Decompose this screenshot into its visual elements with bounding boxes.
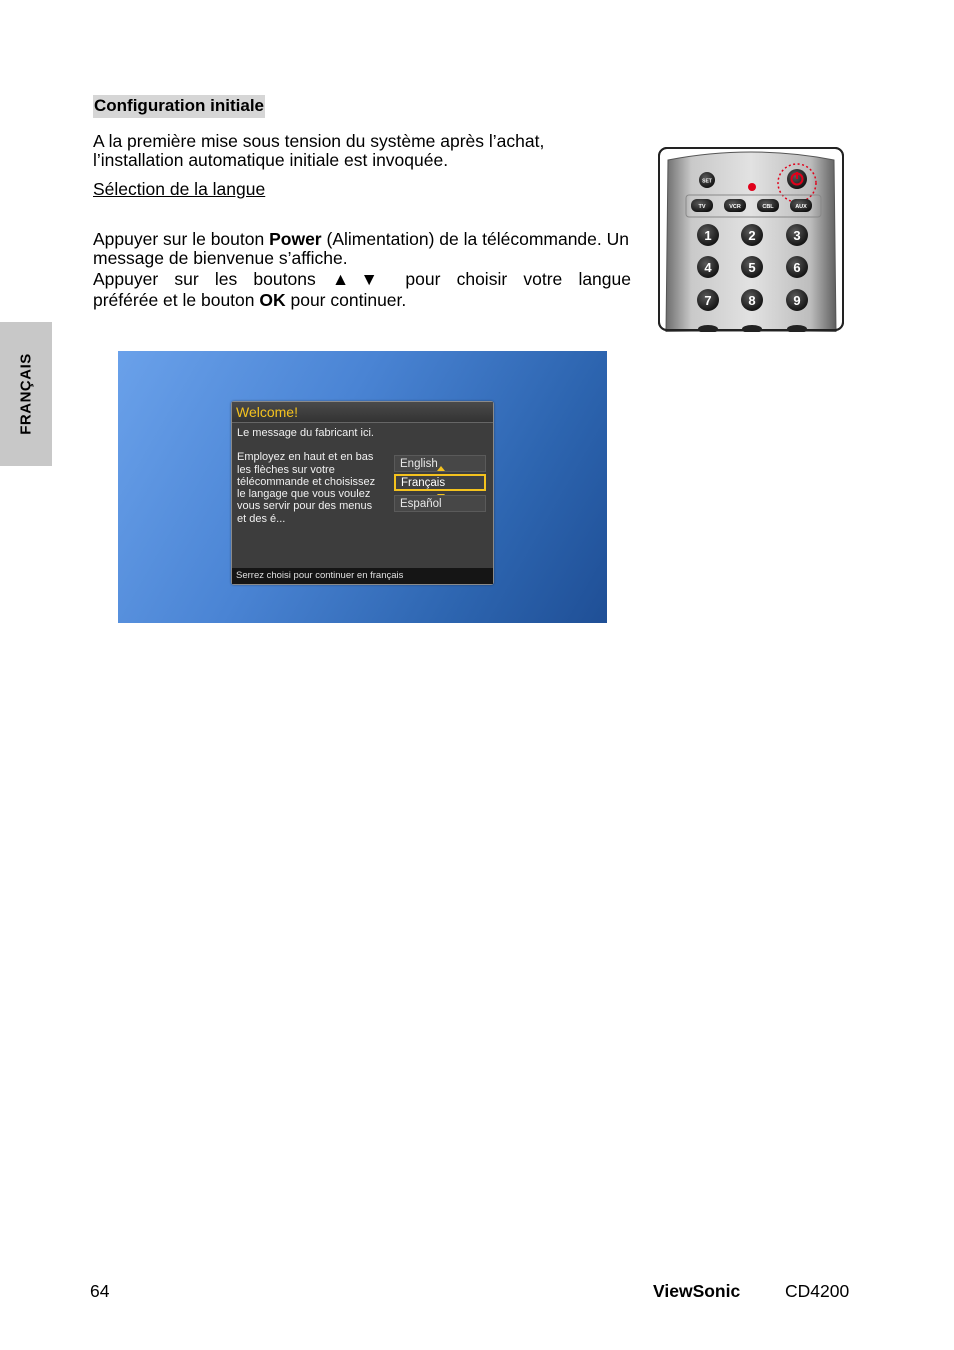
section-title: Configuration initiale: [93, 95, 265, 118]
instruction-language: Appuyer sur les boutons ▲▼ pour choisir votre langue préférée et le bouton OK pour continuer.: [93, 269, 631, 310]
digit-label: 2: [748, 228, 756, 243]
language-option-espanol[interactable]: Español: [394, 495, 486, 512]
digit-label: 4: [704, 260, 712, 275]
model-number: CD4200: [785, 1281, 850, 1301]
digit-label: 3: [793, 228, 801, 243]
intro-paragraph: A la première mise sous tension du système après l’achat, l’installation automatique initiale est invoquée.: [93, 131, 545, 170]
digit-label: 6: [793, 260, 801, 275]
dialog-footer-hint: Serrez choisi pour continuer en français: [232, 568, 493, 584]
digit-label: 1: [704, 228, 712, 243]
language-side-tab: [0, 322, 52, 466]
brand-name: ViewSonic: [653, 1281, 741, 1301]
source-button-label: CBL: [762, 204, 774, 210]
dialog-message: [237, 427, 379, 537]
welcome-dialog: [231, 401, 494, 585]
source-button-label: AUX: [795, 204, 807, 210]
page-number: 64: [90, 1281, 110, 1301]
digit-label: 7: [704, 293, 712, 308]
ok-keyword: OK: [259, 290, 286, 310]
source-button-label: VCR: [729, 204, 741, 210]
digit-label: 9: [793, 293, 801, 308]
source-button-label: TV: [698, 204, 706, 210]
instructions: [93, 230, 631, 310]
language-option-francais[interactable]: Français: [394, 474, 486, 491]
set-button-label: SET: [702, 178, 712, 185]
digit-label: 5: [748, 260, 756, 275]
remote-svg: [658, 146, 844, 332]
usage-hint: Employez en haut et en bas les flèches sur votre télécommande et choisissez le langage que vous voulez vous servir pour des menus et des é...: [237, 451, 376, 525]
indicator-led: [748, 183, 756, 191]
scroll-up-arrow-icon: [437, 466, 445, 471]
language-option-english[interactable]: English: [394, 455, 486, 472]
language-selection-subheading: Sélection de la langue: [93, 179, 266, 199]
manufacturer-message: Le message du fabricant ici.: [237, 427, 374, 439]
power-keyword: Power: [269, 229, 322, 249]
digit-label: 8: [748, 293, 756, 308]
instruction-power: Appuyer sur le bouton Power (Alimentation) de la télécommande. Un message de bienvenue s’affiche.: [93, 229, 629, 268]
remote-control-illustration: [658, 146, 844, 332]
welcome-screen-screenshot: [118, 351, 607, 623]
dialog-title: Welcome!: [232, 402, 493, 423]
side-tab-label: FRANÇAIS: [17, 353, 35, 435]
